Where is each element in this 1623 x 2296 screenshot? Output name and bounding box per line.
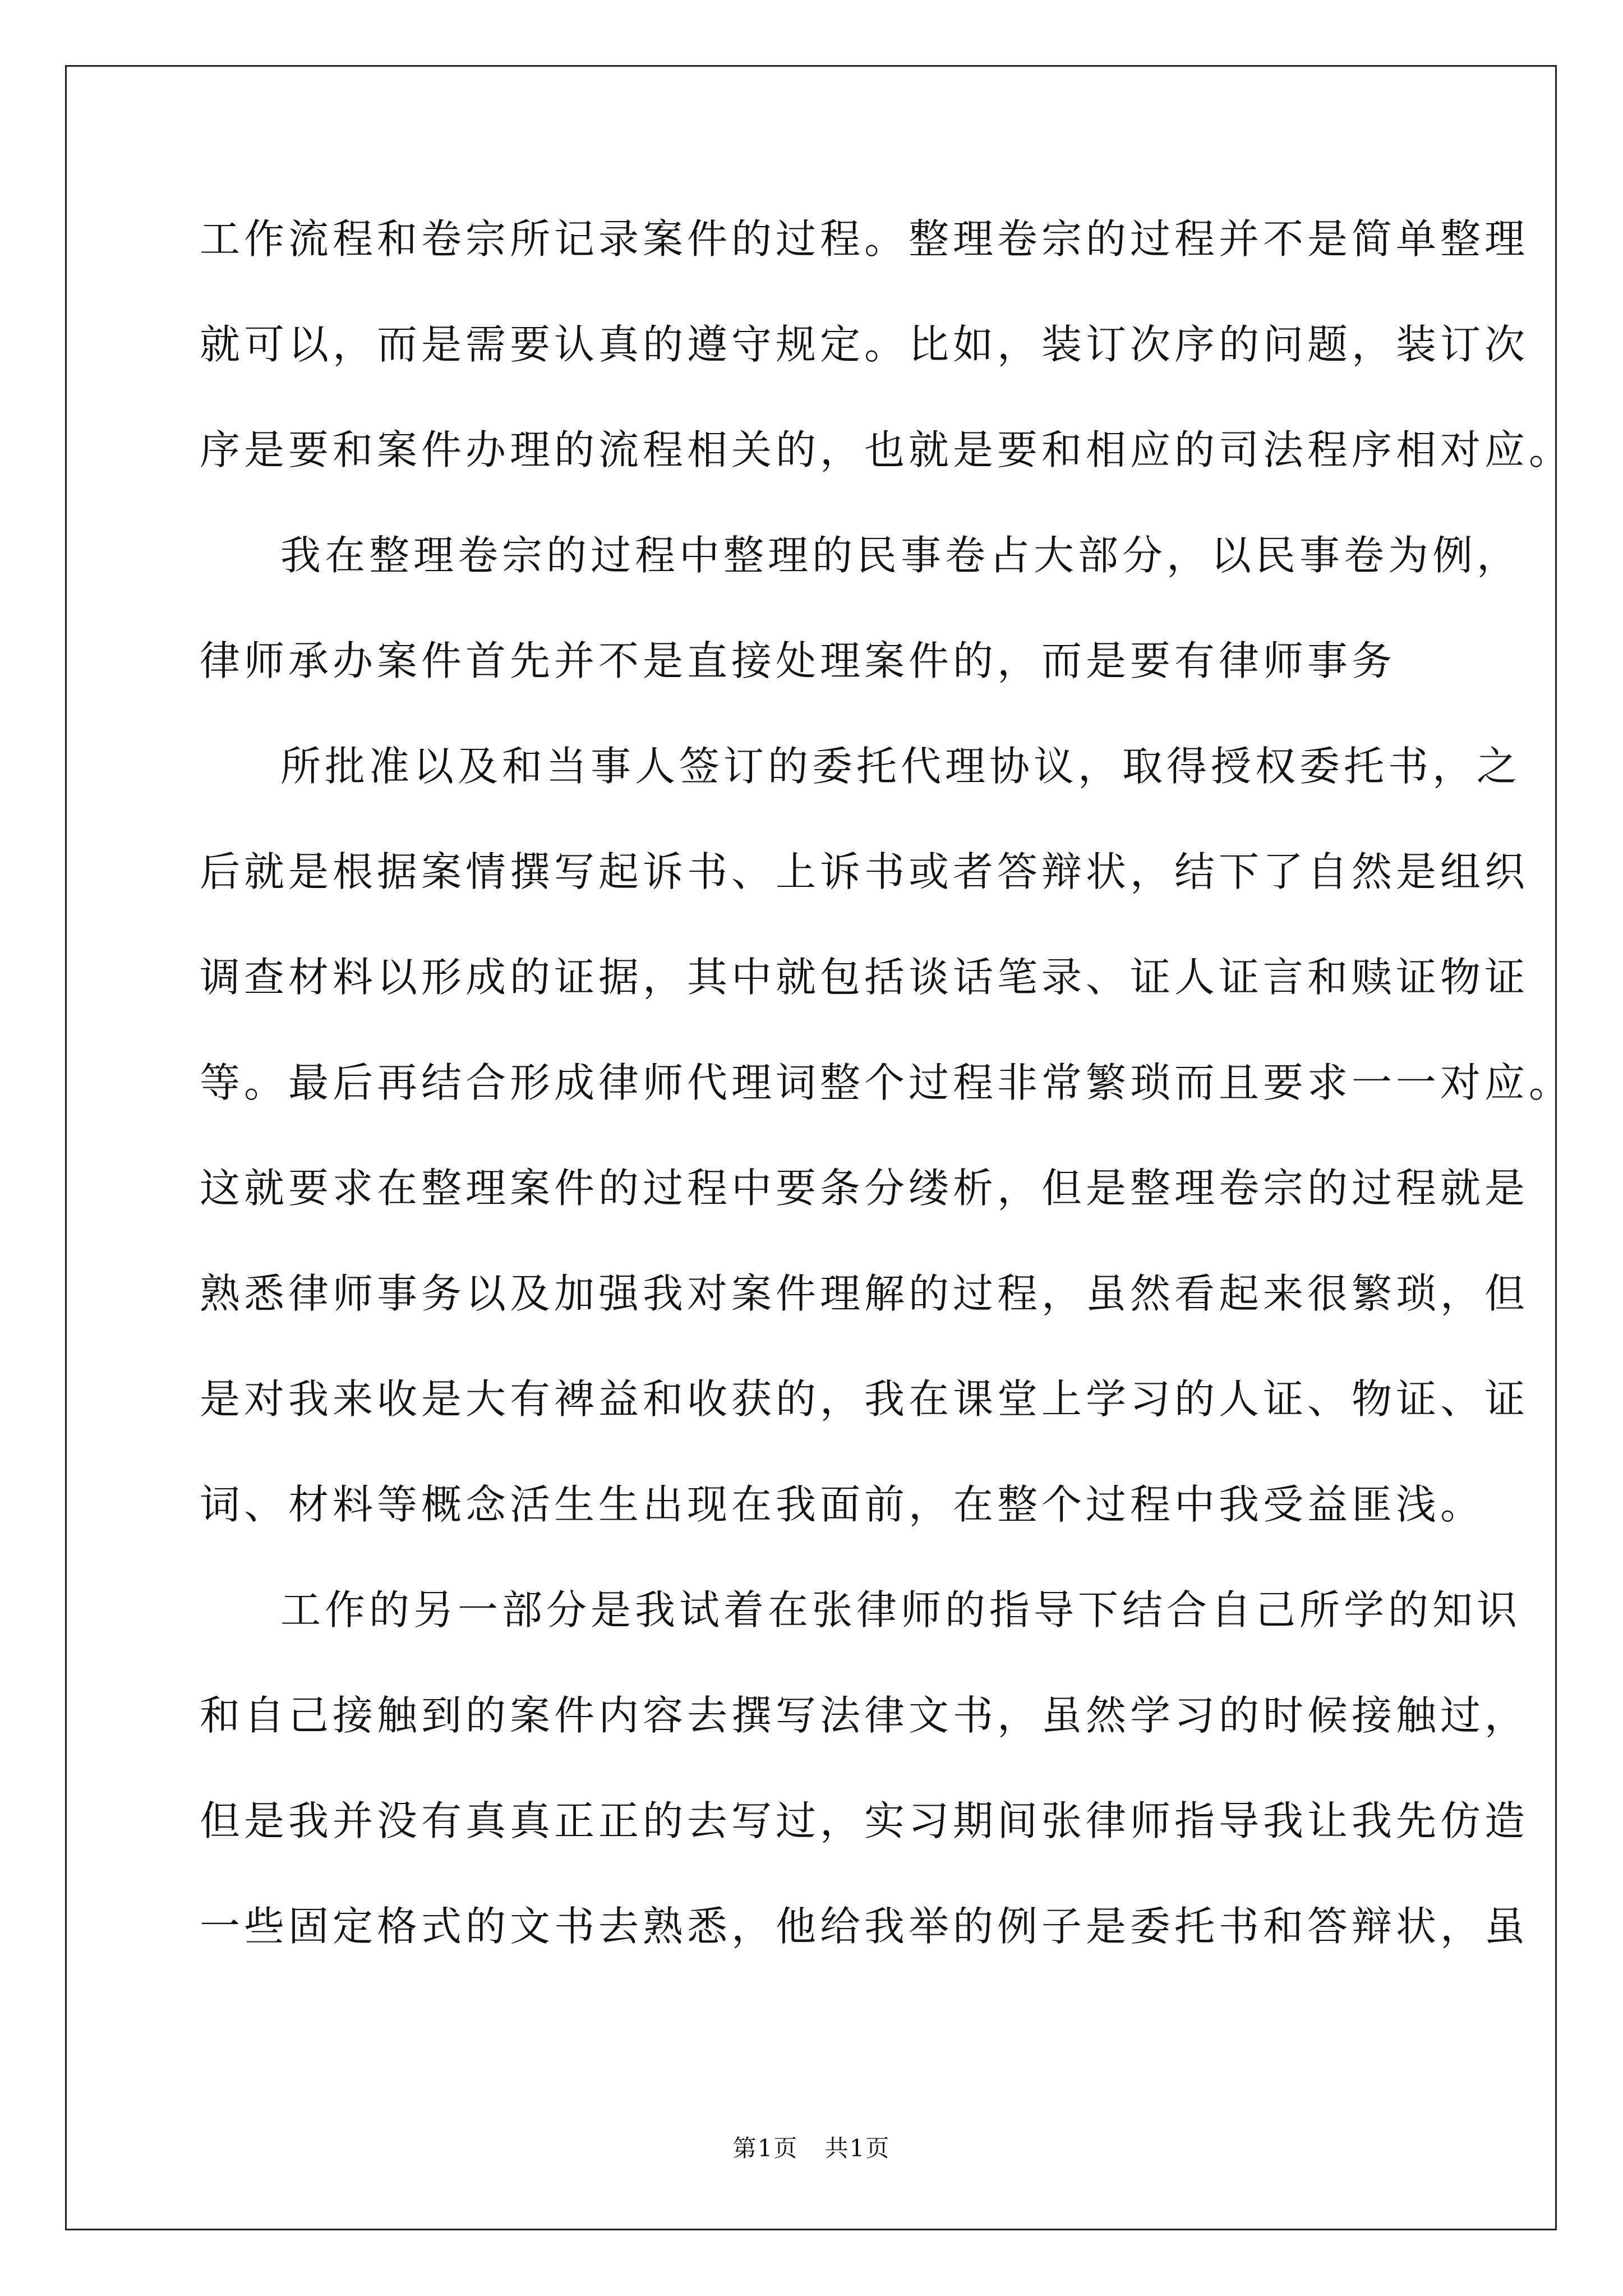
- page-number-total: 共1页: [824, 2134, 891, 2162]
- text-line: 就可以，而是需要认真的遵守规定。比如，装订次序的问题，装订次: [200, 321, 1529, 368]
- text-line: 所批准以及和当事人签订的委托代理协议，取得授权委托书，之: [280, 743, 1521, 790]
- text-line: 序是要和案件办理的流程相关的，也就是要和相应的司法程序相对应。: [200, 426, 1574, 473]
- text-line: 这就要求在整理案件的过程中要条分缕析，但是整理卷宗的过程就是: [200, 1165, 1529, 1212]
- text-line: 后就是根据案情撰写起诉书、上诉书或者答辩状，结下了自然是组织: [200, 848, 1529, 895]
- text-line: 工作流程和卷宗所记录案件的过程。整理卷宗的过程并不是简单整理: [200, 215, 1529, 263]
- page-footer: [0, 2132, 1623, 2165]
- text-line: 一些固定格式的文书去熟悉，他给我举的例子是委托书和答辩状，虽: [200, 1903, 1529, 1950]
- document-body: [200, 211, 1574, 2004]
- page-number-current: 第1页: [732, 2134, 799, 2162]
- text-line: 我在整理卷宗的过程中整理的民事卷占大部分，以民事卷为例，: [280, 532, 1521, 579]
- text-line: 是对我来收是大有裨益和收获的，我在课堂上学习的人证、物证、证: [200, 1375, 1529, 1423]
- text-line: 工作的另一部分是我试着在张律师的指导下结合自己所学的知识: [280, 1586, 1521, 1634]
- text-line: 和自己接触到的案件内容去撰写法律文书，虽然学习的时候接触过，: [200, 1692, 1529, 1739]
- text-line: 熟悉律师事务以及加强我对案件理解的过程，虽然看起来很繁琐，但: [200, 1270, 1529, 1317]
- text-line: 词、材料等概念活生生出现在我面前，在整个过程中我受益匪浅。: [200, 1481, 1485, 1528]
- text-line: 调查材料以形成的证据，其中就包括谈话笔录、证人证言和赎证物证: [200, 954, 1529, 1001]
- text-line: 但是我并没有真真正正的去写过，实习期间张律师指导我让我先仿造: [200, 1797, 1529, 1844]
- text-line: 等。最后再结合形成律师代理词整个过程非常繁琐而且要求一一对应。: [200, 1059, 1574, 1106]
- text-line: 律师承办案件首先并不是直接处理案件的，而是要有律师事务: [200, 637, 1396, 684]
